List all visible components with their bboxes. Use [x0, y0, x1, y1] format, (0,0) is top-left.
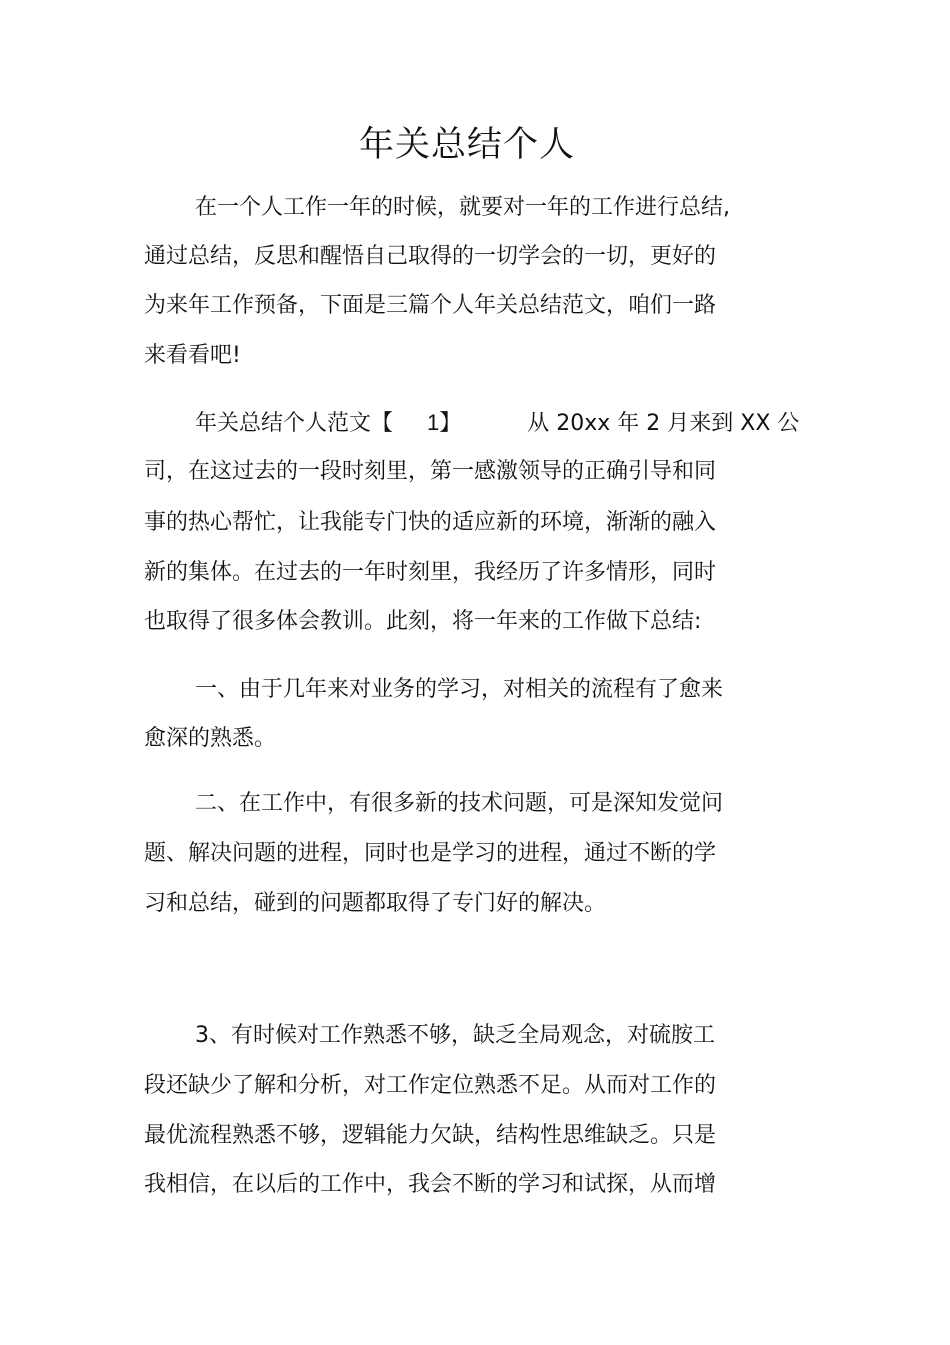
point2-line-1: 二、在工作中，有很多新的技术问题，可是深知发觉问: [195, 791, 724, 816]
document-title: 年关总结个人: [358, 125, 575, 165]
point2-line-2: 题、解决问题的进程，同时也是学习的进程，通过不断的学: [144, 841, 717, 866]
section1-heading: 年关总结个人范文【: [195, 411, 394, 436]
intro-line-1: 在一个人工作一年的时候，就要对一年的工作进行总结,: [195, 195, 730, 220]
point3-line-1: 3、有时候对工作熟悉不够，缺乏全局观念，对硫胺工: [195, 1023, 715, 1048]
point3-line-2: 段还缺少了解和分析，对工作定位熟悉不足。从而对工作的: [144, 1073, 717, 1098]
section1-line-2: 司，在这过去的一段时刻里，第一感激领导的正确引导和同: [144, 459, 717, 484]
intro-line-3: 为来年工作预备，下面是三篇个人年关总结范文，咱们一路: [144, 293, 717, 318]
section1-line-3: 事的热心帮忙，让我能专门快的适应新的环境，渐渐的融入: [144, 510, 717, 535]
point2-line-3: 习和总结，碰到的问题都取得了专门好的解决。: [144, 891, 607, 916]
point1-line-1: 一、由于几年来对业务的学习，对相关的流程有了愈来: [195, 677, 724, 702]
section1-line-5: 也取得了很多体会教训。此刻，将一年来的工作做下总结:: [144, 609, 702, 634]
point3-line-4: 我相信，在以后的工作中，我会不断的学习和试探，从而增: [144, 1172, 717, 1197]
section1-line-4: 新的集体。在过去的一年时刻里，我经历了许多情形，同时: [144, 560, 717, 585]
point1-line-2: 愈深的熟悉。: [144, 726, 277, 751]
point3-line-3: 最优流程熟悉不够，逻辑能力欠缺，结构性思维缺乏。只是: [144, 1123, 717, 1148]
section1-first-line-rest: 从 20xx 年 2 月来到 XX 公: [527, 411, 800, 436]
section1-first-line: [195, 408, 799, 439]
section1-number: 1】: [427, 410, 462, 435]
intro-line-2: 通过总结，反思和醒悟自己取得的一切学会的一切，更好的: [144, 244, 717, 269]
intro-line-4: 来看看吧!: [144, 343, 241, 368]
